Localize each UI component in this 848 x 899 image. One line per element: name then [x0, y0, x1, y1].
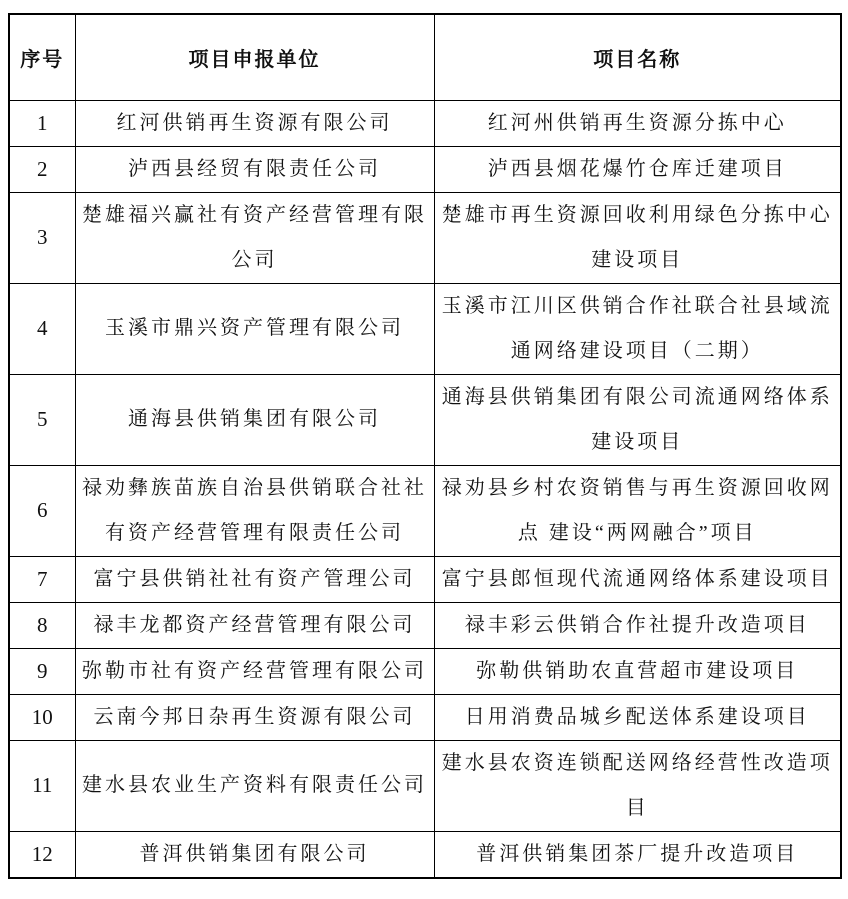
unit-cell: 弥勒市社有资产经营管理有限公司 — [75, 648, 434, 694]
table-row — [9, 694, 841, 740]
row-number-cell: 10 — [9, 694, 75, 740]
project-cell: 红河州供销再生资源分拣中心 — [434, 100, 841, 146]
table-row — [9, 602, 841, 648]
row-number-cell: 6 — [9, 465, 75, 556]
row-number-cell: 11 — [9, 740, 75, 831]
unit-cell: 建水县农业生产资料有限责任公司 — [75, 740, 434, 831]
project-cell: 泸西县烟花爆竹仓库迁建项目 — [434, 146, 841, 192]
row-number-cell: 12 — [9, 831, 75, 878]
row-number-cell: 4 — [9, 283, 75, 374]
table-row — [9, 192, 841, 283]
header-project: 项目名称 — [434, 14, 841, 100]
table-row — [9, 740, 841, 831]
project-cell: 建水县农资连锁配送网络经营性改造项目 — [434, 740, 841, 831]
row-number-cell: 9 — [9, 648, 75, 694]
row-number-cell: 5 — [9, 374, 75, 465]
project-cell: 楚雄市再生资源回收利用绿色分拣中心建设项目 — [434, 192, 841, 283]
table-row — [9, 283, 841, 374]
table-row — [9, 556, 841, 602]
unit-cell: 云南今邦日杂再生资源有限公司 — [75, 694, 434, 740]
table-row — [9, 146, 841, 192]
project-cell: 禄丰彩云供销合作社提升改造项目 — [434, 602, 841, 648]
project-cell: 弥勒供销助农直营超市建设项目 — [434, 648, 841, 694]
row-number-cell: 2 — [9, 146, 75, 192]
table-row — [9, 100, 841, 146]
project-cell: 玉溪市江川区供销合作社联合社县域流通网络建设项目（二期） — [434, 283, 841, 374]
unit-cell: 红河供销再生资源有限公司 — [75, 100, 434, 146]
header-row — [9, 14, 841, 100]
row-number-cell: 1 — [9, 100, 75, 146]
unit-cell: 禄劝彝族苗族自治县供销联合社社有资产经营管理有限责任公司 — [75, 465, 434, 556]
header-no: 序号 — [9, 14, 75, 100]
project-cell: 富宁县郎恒现代流通网络体系建设项目 — [434, 556, 841, 602]
unit-cell: 禄丰龙都资产经营管理有限公司 — [75, 602, 434, 648]
table-row — [9, 465, 841, 556]
table-row — [9, 374, 841, 465]
project-cell: 禄劝县乡村农资销售与再生资源回收网点 建设“两网融合”项目 — [434, 465, 841, 556]
table-row — [9, 648, 841, 694]
unit-cell: 泸西县经贸有限责任公司 — [75, 146, 434, 192]
row-number-cell: 8 — [9, 602, 75, 648]
unit-cell: 普洱供销集团有限公司 — [75, 831, 434, 878]
header-unit: 项目申报单位 — [75, 14, 434, 100]
unit-cell: 富宁县供销社社有资产管理公司 — [75, 556, 434, 602]
projects-table — [8, 13, 842, 879]
project-cell: 日用消费品城乡配送体系建设项目 — [434, 694, 841, 740]
unit-cell: 楚雄福兴赢社有资产经营管理有限公司 — [75, 192, 434, 283]
project-cell: 通海县供销集团有限公司流通网络体系建设项目 — [434, 374, 841, 465]
unit-cell: 玉溪市鼎兴资产管理有限公司 — [75, 283, 434, 374]
table-row — [9, 831, 841, 878]
unit-cell: 通海县供销集团有限公司 — [75, 374, 434, 465]
row-number-cell: 3 — [9, 192, 75, 283]
project-cell: 普洱供销集团茶厂提升改造项目 — [434, 831, 841, 878]
row-number-cell: 7 — [9, 556, 75, 602]
